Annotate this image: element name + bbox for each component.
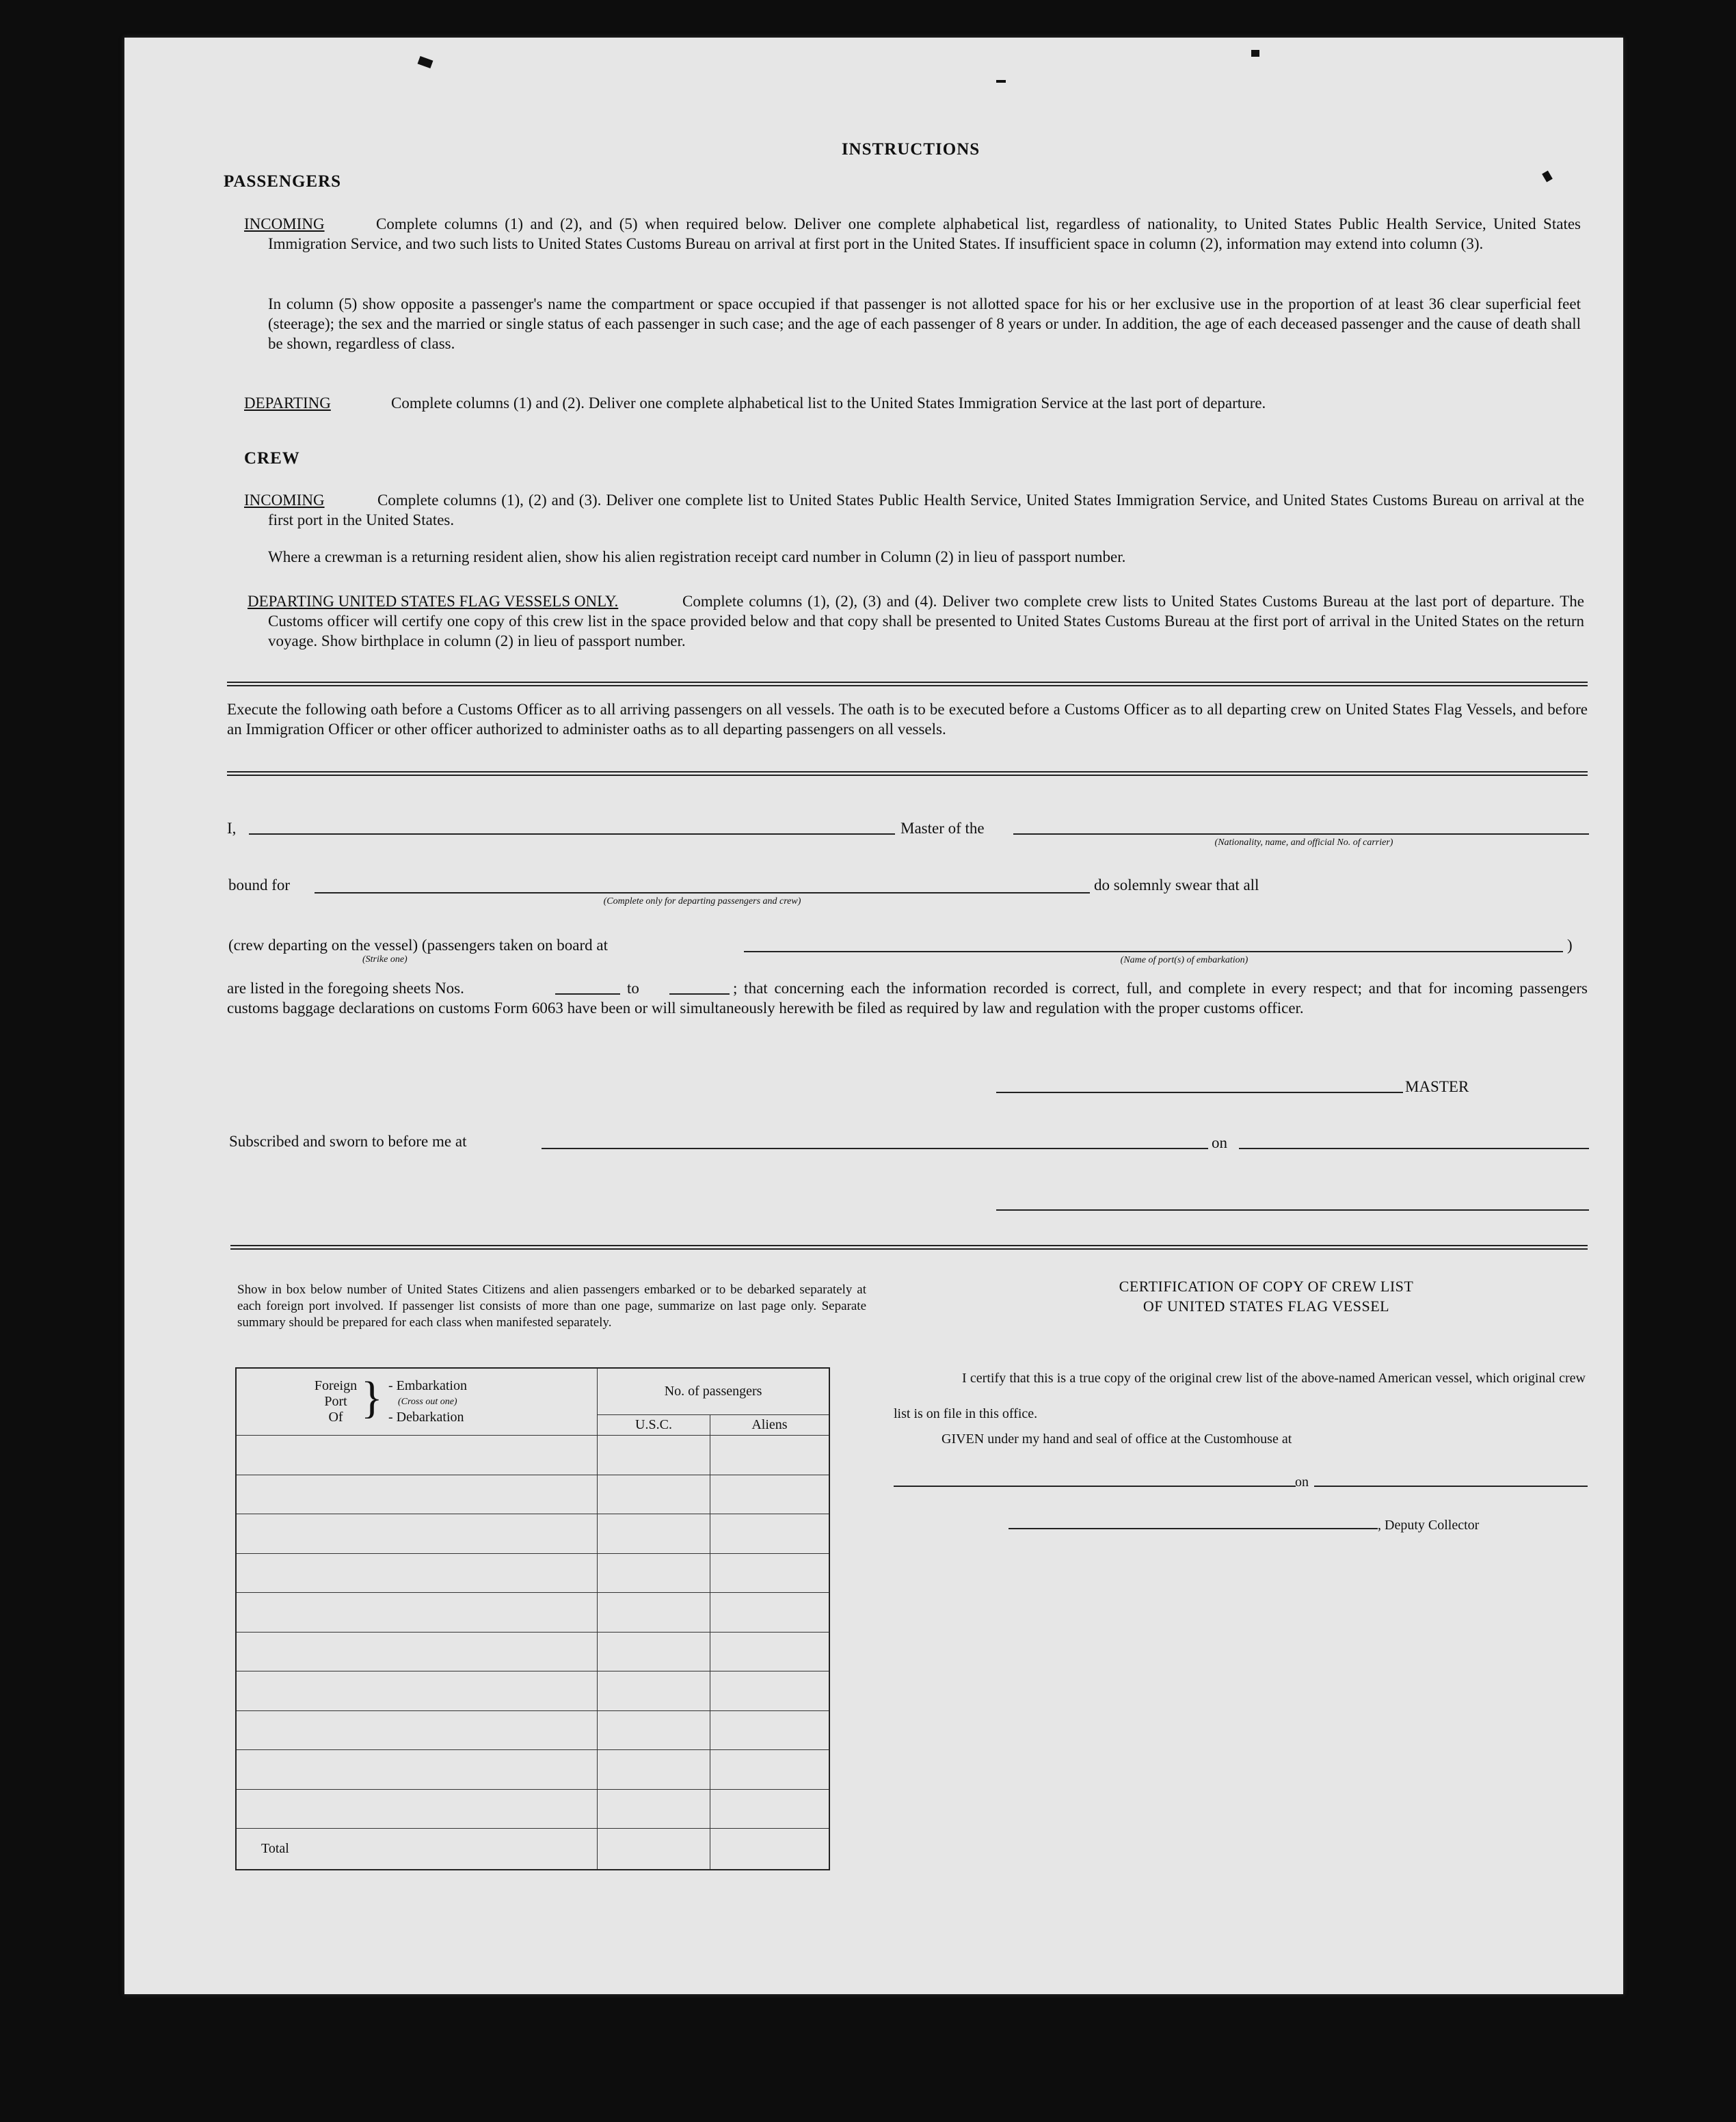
crewman-text: Where a crewman is a returning resident alien, show his alien registration receipt card number in Column (2) in lieu of passport number.: [268, 548, 1126, 565]
sworn-place-field[interactable]: [542, 1148, 1208, 1149]
aliens-header: Aliens: [710, 1415, 829, 1436]
deputy-collector-label: , Deputy Collector: [1378, 1518, 1480, 1533]
port-cell[interactable]: [236, 1750, 598, 1789]
aliens-cell[interactable]: [710, 1593, 829, 1632]
crew-incoming-label: INCOMING: [244, 492, 325, 509]
listed-text: ; that concerning each the information recorded is correct, full, and complete in every respect; and that for incoming passengers customs baggage declarations on customs Form 6063 have been or will simultaneously herewith be filed as required by law and regulation with the proper customs officer.: [227, 980, 1588, 1017]
crew-departing-text: (crew departing on the vessel) (passengers taken on board at: [228, 937, 608, 954]
oath-intro: Execute the following oath before a Customs Officer as to all arriving passengers on all vessels. The oath is to be executed before a Customs Officer as to all departing crew on United States Flag Vessels, and before an Immigration Officer or other officer authorized to administer oaths as to all departing passengers on all vessels.: [227, 701, 1588, 738]
departing-flag-text: Complete columns (1), (2), (3) and (4). Deliver two complete crew lists to United States Customs Bureau at the last port of departure. The Customs officer will certify one copy of this crew list in the space provided below and that copy shall be presented to United States Customs Bureau at the first port of arrival in the United States on the return voyage. Show birthplace in column (2) in lieu of passport number.: [268, 593, 1584, 649]
aliens-cell[interactable]: [710, 1436, 829, 1475]
of-label: Of: [328, 1410, 343, 1425]
bound-for-field[interactable]: [315, 892, 1090, 894]
crew-heading: CREW: [244, 449, 300, 468]
usc-cell[interactable]: [598, 1514, 710, 1553]
deputy-signature-field[interactable]: [1009, 1528, 1378, 1529]
usc-cell[interactable]: [598, 1436, 710, 1475]
aliens-cell[interactable]: [710, 1710, 829, 1749]
master-label: MASTER: [1405, 1078, 1469, 1095]
port-cell[interactable]: [236, 1789, 598, 1828]
departing-label: DEPARTING: [244, 394, 331, 412]
brace-symbol: }: [361, 1373, 383, 1423]
port-cell[interactable]: [236, 1671, 598, 1710]
departing-flag-label: DEPARTING UNITED STATES FLAG VESSELS ONLY.: [248, 593, 619, 610]
cross-out-hint: (Cross out one): [398, 1397, 457, 1407]
ink-speck: [1251, 50, 1259, 57]
embarkation-port-field[interactable]: [744, 951, 1563, 952]
cert-date-field[interactable]: [1314, 1486, 1588, 1487]
section-divider: [230, 1245, 1588, 1250]
total-label: Total: [236, 1828, 598, 1870]
section-divider: [227, 682, 1588, 686]
aliens-cell[interactable]: [710, 1750, 829, 1789]
master-signature-field[interactable]: [996, 1092, 1403, 1093]
aliens-cell[interactable]: [710, 1789, 829, 1828]
ink-speck: [1542, 170, 1553, 182]
port-label: Port: [324, 1394, 347, 1409]
listed-label: are listed in the foregoing sheets Nos.: [227, 980, 464, 997]
port-cell[interactable]: [236, 1436, 598, 1475]
crew-incoming-text: Complete columns (1), (2) and (3). Deliver one complete list to United States Public Health Service, United States Immigration Service, and United States Customs Bureau on arrival at the first port in the United States.: [268, 492, 1584, 528]
total-usc-cell[interactable]: [598, 1828, 710, 1870]
no-of-passengers-header: No. of passengers: [598, 1368, 829, 1415]
master-name-field[interactable]: [249, 833, 895, 835]
aliens-cell[interactable]: [710, 1514, 829, 1553]
foreign-label: Foreign: [314, 1378, 358, 1393]
port-cell[interactable]: [236, 1475, 598, 1514]
port-cell[interactable]: [236, 1710, 598, 1749]
departing-text: Complete columns (1) and (2). Deliver one complete alphabetical list to the United States Immigration Service at the last port of departure.: [391, 394, 1266, 412]
certification-title: [965, 1276, 1567, 1316]
debarkation-label: - Debarkation: [388, 1410, 464, 1425]
aliens-cell[interactable]: [710, 1671, 829, 1710]
given-text: GIVEN under my hand and seal of office at the Customhouse at: [942, 1432, 1292, 1447]
strike-one-hint: (Strike one): [362, 954, 408, 965]
subscribed-label: Subscribed and sworn to before me at: [229, 1133, 467, 1150]
usc-cell[interactable]: [598, 1789, 710, 1828]
column5-text: In column (5) show opposite a passenger's name the compartment or space occupied if that passenger is not allotted space for his or her exclusive use in the proportion of at least 36 clear superficial feet (steerage); the sex and the married or single status of each passenger in such case; and the age of each passenger of 8 years or under. In addition, the age of each deceased passenger and the cause of death shall be shown, regardless of class.: [268, 295, 1581, 352]
aliens-cell[interactable]: [710, 1632, 829, 1671]
port-cell[interactable]: [236, 1593, 598, 1632]
port-cell[interactable]: [236, 1553, 598, 1592]
usc-cell[interactable]: [598, 1553, 710, 1592]
passengers-heading: PASSENGERS: [224, 172, 342, 191]
certification-title-line1: CERTIFICATION OF COPY OF CREW LIST: [1119, 1278, 1414, 1295]
sworn-on-label: on: [1212, 1134, 1227, 1151]
certification-title-line2: OF UNITED STATES FLAG VESSEL: [1143, 1298, 1390, 1315]
incoming-label: INCOMING: [244, 215, 325, 232]
cert-on-label: on: [1295, 1475, 1309, 1490]
usc-cell[interactable]: [598, 1632, 710, 1671]
usc-cell[interactable]: [598, 1671, 710, 1710]
usc-cell[interactable]: [598, 1750, 710, 1789]
usc-header: U.S.C.: [598, 1415, 710, 1436]
certify-text: I certify that this is a true copy of the original crew list of the above-named American vessel, which original crew list is on file in this office.: [894, 1371, 1586, 1421]
incoming-text: Complete columns (1) and (2), and (5) when required below. Deliver one complete alphabetical list, regardless of nationality, to United States Public Health Service, United States Immigration Service, and two such lists to United States Customs Bureau on arrival at first port in the United States. If insufficient space in column (2), information may extend into column (3).: [268, 215, 1581, 252]
customhouse-field[interactable]: [894, 1486, 1296, 1487]
swear-text: do solemnly swear that all: [1094, 876, 1259, 894]
listed-to-label: to: [627, 980, 639, 997]
usc-cell[interactable]: [598, 1475, 710, 1514]
summary-instruction: Show in box below number of United States Citizens and alien passengers embarked or to be debarked separately at each foreign port involved. If passenger list consists of more than one page, summarize on last page only. Separate summary should be prepared for each class when manifested separately.: [237, 1282, 866, 1330]
master-of-label: Master of the: [900, 820, 985, 837]
bound-for-hint: (Complete only for departing passengers and crew): [603, 896, 801, 906]
officer-signature-field[interactable]: [996, 1209, 1589, 1211]
carrier-field[interactable]: [1013, 833, 1589, 835]
ink-speck: [418, 56, 433, 68]
sworn-date-field[interactable]: [1239, 1148, 1589, 1149]
port-cell[interactable]: [236, 1514, 598, 1553]
bound-for-label: bound for: [228, 876, 291, 894]
port-hint: (Name of port(s) of embarkation): [1120, 955, 1248, 965]
form-sheet: [124, 38, 1623, 1994]
port-header-cell: [236, 1368, 598, 1436]
oath-i-label: I,: [227, 820, 237, 837]
passenger-summary-table: [235, 1367, 830, 1870]
port-cell[interactable]: [236, 1632, 598, 1671]
embarkation-label: - Embarkation: [388, 1378, 467, 1393]
carrier-hint: (Nationality, name, and official No. of carrier): [1214, 837, 1393, 848]
aliens-cell[interactable]: [710, 1475, 829, 1514]
aliens-cell[interactable]: [710, 1553, 829, 1592]
usc-cell[interactable]: [598, 1710, 710, 1749]
usc-cell[interactable]: [598, 1593, 710, 1632]
section-divider: [227, 771, 1588, 776]
ink-speck: [996, 80, 1006, 83]
close-paren: ): [1567, 937, 1573, 954]
instructions-title: INSTRUCTIONS: [841, 140, 980, 159]
total-aliens-cell[interactable]: [710, 1828, 829, 1870]
